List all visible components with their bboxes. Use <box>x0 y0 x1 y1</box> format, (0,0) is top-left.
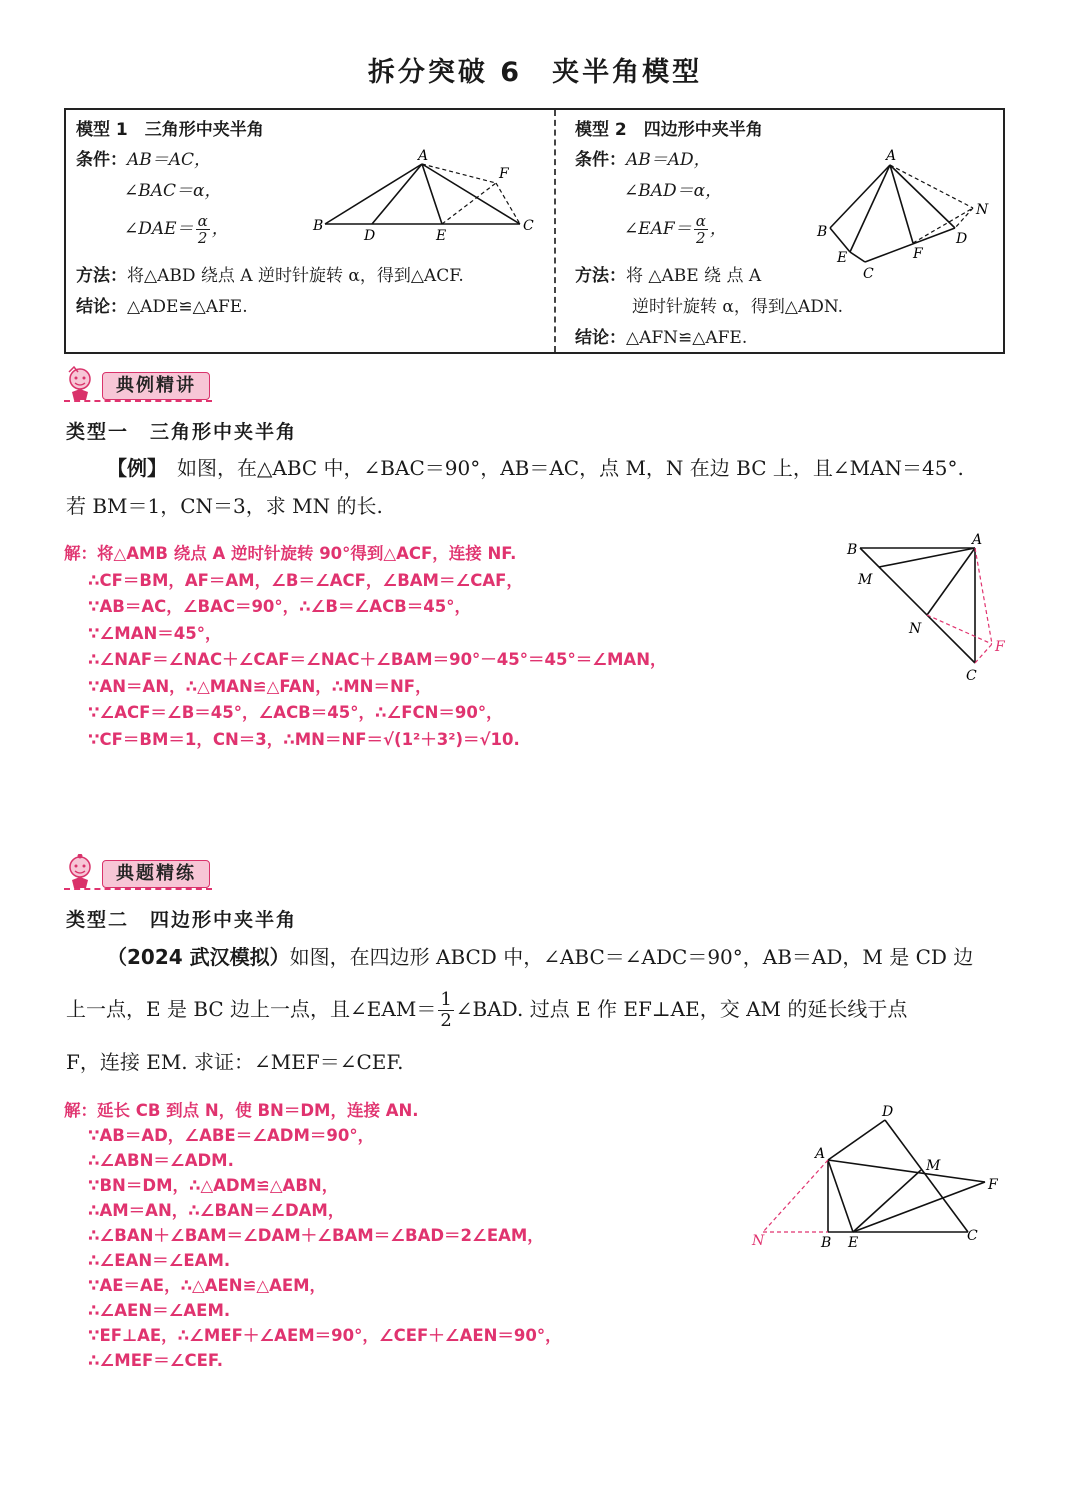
problem-solution-line: ∵EF⊥AE，∴∠MEF＋∠AEM＝90°，∠CEF＋∠AEN＝90°， <box>88 1326 562 1345</box>
banner-practice <box>64 858 212 890</box>
model2-cond3-pre: ∠EAF＝ <box>624 219 692 239</box>
m1-seg-ab <box>325 164 422 224</box>
pr-seg-an <box>763 1160 828 1232</box>
pr-seg-ae <box>828 1160 853 1232</box>
model1-cond-label: 条件： <box>76 150 127 170</box>
page-title: 拆分突破 6 夹半角模型 <box>367 57 703 88</box>
m2-label-b: B <box>817 224 828 240</box>
problem-line1 <box>107 938 973 976</box>
example-solution-line: ∴∠NAF＝∠NAC＋∠CAF＝∠NAC＋∠BAM＝90°－45°＝45°＝∠MAN， <box>88 650 667 669</box>
box-divider <box>554 110 556 352</box>
model1-cond1: AB＝AC， <box>127 150 212 170</box>
model2-fraction <box>694 213 708 246</box>
model2-cond2: ∠BAD＝α， <box>624 181 723 201</box>
m1-seg-ad <box>372 164 422 224</box>
example-solution-line: ∵CF＝BM＝1，CN＝3，∴MN＝NF＝√(1²＋3²)＝√10. <box>88 729 520 749</box>
problem-solution-line: ∵AB＝AD，∠ABE＝∠ADM＝90°， <box>88 1126 375 1145</box>
problem-line2-post: ∠BAD. 过点 E 作 EF⊥AE，交 AM 的延长线于点 <box>455 997 908 1021</box>
model2-cond-label: 条件： <box>575 150 626 170</box>
model1-cond3 <box>124 213 229 246</box>
problem-line2 <box>66 990 907 1031</box>
m2-label-e: E <box>837 250 848 266</box>
model2-frac-den: 2 <box>696 229 706 247</box>
pr-label-c: C <box>967 1228 978 1244</box>
example-solution-line: ∴CF＝BM，AF＝AM，∠B＝∠ACF，∠BAM＝∠CAF， <box>88 570 523 590</box>
m1-label-a: A <box>418 148 429 164</box>
m2-label-f: F <box>913 246 923 262</box>
model2-method-row <box>575 265 761 287</box>
mascot-icon <box>64 366 104 402</box>
example-text1: 如图，在△ABC 中，∠BAC＝90°，AB＝AC，点 M，N 在边 BC 上，且∠MAN＝45°. <box>177 456 964 480</box>
example-solution-line: ∵AN＝AN，∴△MAN≌△FAN，∴MN＝NF， <box>88 676 432 696</box>
model2-method2: 逆时针旋转 α，得到△ADN. <box>632 297 844 317</box>
problem-fraction <box>438 990 453 1031</box>
model1-method-row <box>76 265 464 287</box>
m1-label-c: C <box>523 218 534 234</box>
ex-seg-nf <box>927 615 992 644</box>
model2-concl: △AFN≌△AFE. <box>626 328 748 348</box>
m2-seg-ab <box>830 165 890 228</box>
pr-label-f: F <box>988 1177 998 1193</box>
model1-frac-num: α <box>197 212 208 230</box>
pr-label-a: A <box>815 1146 826 1162</box>
problem-solution <box>64 1098 562 1373</box>
pr-seg-em <box>853 1170 921 1232</box>
pr-label-m: M <box>926 1158 941 1174</box>
example-solution-line: ∵∠ACF＝∠B＝45°，∠ACB＝45°，∴∠FCN＝90°， <box>88 703 503 722</box>
problem-solution-line: ∵BN＝DM，∴△ADM≌△ABN， <box>88 1176 339 1195</box>
model2-cond1-row <box>575 149 711 171</box>
model1-method-label: 方法： <box>76 266 127 286</box>
pr-label-e: E <box>848 1235 859 1251</box>
ex-seg-an <box>927 548 975 615</box>
problem-solution-line: ∴AM＝AN，∴∠BAN＝∠DAM， <box>88 1201 345 1220</box>
example-solution-line: ∵∠MAN＝45°， <box>88 623 222 643</box>
ex-seg-af <box>975 548 992 644</box>
model1-concl-label: 结论： <box>76 297 127 317</box>
ex-label-m: M <box>858 572 873 588</box>
ex-seg-cf <box>975 644 992 663</box>
m1-seg-af <box>422 164 496 183</box>
m2-label-d: D <box>956 231 968 247</box>
pr-seg-ef <box>853 1182 985 1232</box>
m2-label-n: N <box>976 202 989 218</box>
problem-solution-line: ∴∠EAN＝∠EAM. <box>88 1251 231 1270</box>
model1-concl: △ADE≌△AFE. <box>127 297 248 317</box>
model2-heading: 模型 2 四边形中夹半角 <box>575 120 763 140</box>
m2-seg-be <box>830 228 850 252</box>
m2-seg-ec <box>850 252 865 262</box>
example-tag: 【例】 <box>107 456 157 480</box>
m1-seg-ae <box>422 164 442 224</box>
model1-cond1-row <box>76 149 211 171</box>
pr-seg-ad <box>828 1120 885 1160</box>
ex-seg-bc <box>860 548 975 663</box>
model2-cond1: AB＝AD， <box>626 150 711 170</box>
model2-frac-num: α <box>695 212 706 230</box>
m2-label-a: A <box>886 148 897 164</box>
problem-frac-den: 2 <box>440 1010 452 1031</box>
pr-label-d: D <box>882 1104 894 1120</box>
model1-heading: 模型 1 三角形中夹半角 <box>76 120 264 140</box>
problem-solution-line: ∴∠BAN＋∠BAM＝∠DAM＋∠BAM＝∠BAD＝2∠EAM， <box>88 1226 544 1245</box>
pr-label-n: N <box>752 1233 765 1249</box>
model2-cond3-post: ， <box>709 219 727 239</box>
model1-cond2: ∠BAC＝α， <box>124 181 222 201</box>
model1-figure <box>300 140 550 250</box>
type2-heading: 类型二 四边形中夹半角 <box>66 909 298 931</box>
example-figure <box>835 530 1025 690</box>
model1-fraction <box>196 213 210 246</box>
model2-concl-row <box>575 327 747 349</box>
m2-label-c: C <box>863 266 874 282</box>
problem-source: （2024 武汉模拟） <box>107 945 290 969</box>
model2-method1: 将 △ABE 绕 点 A <box>626 266 762 286</box>
m1-label-e: E <box>436 228 447 244</box>
ex-label-f: F <box>995 639 1005 655</box>
problem-frac-num: 1 <box>440 989 452 1010</box>
problem-solution-line: ∴∠AEN＝∠AEM. <box>88 1301 231 1320</box>
pr-label-b: B <box>821 1235 832 1251</box>
model2-concl-label: 结论： <box>575 328 626 348</box>
problem-figure <box>745 1100 1015 1260</box>
problem-line3: F，连接 EM. 求证：∠MEF＝∠CEF. <box>66 1050 404 1074</box>
model1-cond3-pre: ∠DAE＝ <box>124 219 194 239</box>
example-solution-line: 解：将△AMB 绕点 A 逆时针旋转 90°得到△ACF，连接 NF. <box>64 544 517 563</box>
ex-seg-am <box>879 548 975 567</box>
model2-method-label: 方法： <box>575 266 626 286</box>
problem-solution-line: 解：延长 CB 到点 N，使 BN＝DM，连接 AN. <box>64 1101 419 1120</box>
problem-line2-pre: 上一点，E 是 BC 边上一点，且∠EAM＝ <box>66 997 437 1021</box>
problem-solution-line: ∵AE＝AE，∴△AEN≌△AEM， <box>88 1276 327 1295</box>
m1-label-d: D <box>364 228 376 244</box>
pr-seg-af <box>828 1160 985 1182</box>
m2-seg-nd <box>955 208 973 228</box>
model2-figure <box>805 140 1000 285</box>
problem-solution-line: ∴∠ABN＝∠ADM. <box>88 1151 234 1170</box>
model1-cond3-post: ， <box>211 219 229 239</box>
model1-frac-den: 2 <box>197 229 208 247</box>
ex-label-c: C <box>966 668 977 684</box>
ex-label-n: N <box>909 621 922 637</box>
m2-seg-ae <box>850 165 890 252</box>
banner-example <box>64 370 212 402</box>
ex-label-a: A <box>972 532 983 548</box>
example-line2: 若 BM＝1，CN＝3，求 MN 的长. <box>66 494 383 518</box>
m1-seg-fc <box>496 183 520 224</box>
example-line1 <box>107 449 964 487</box>
mascot-icon <box>64 854 104 890</box>
type1-heading: 类型一 三角形中夹半角 <box>66 421 298 443</box>
model1-method: 将△ABD 绕点 A 逆时针旋转 α，得到△ACF. <box>127 266 464 286</box>
example-solution-line: ∵AB＝AC，∠BAC＝90°，∴∠B＝∠ACB＝45°， <box>88 597 471 616</box>
banner-practice-label: 典题精练 <box>102 860 210 888</box>
problem-text1: 如图，在四边形 ABCD 中，∠ABC＝∠ADC＝90°，AB＝AD，M 是 CD 边 <box>289 945 974 969</box>
model1-concl-row <box>76 296 248 318</box>
problem-solution-line: ∴∠MEF＝∠CEF. <box>88 1351 224 1370</box>
model2-cond3 <box>624 213 727 246</box>
m2-seg-an <box>890 165 973 208</box>
m1-label-b: B <box>313 218 324 234</box>
m1-label-f: F <box>499 166 509 182</box>
ex-label-b: B <box>847 542 858 558</box>
example-solution <box>64 541 667 753</box>
banner-example-label: 典例精讲 <box>102 372 210 400</box>
